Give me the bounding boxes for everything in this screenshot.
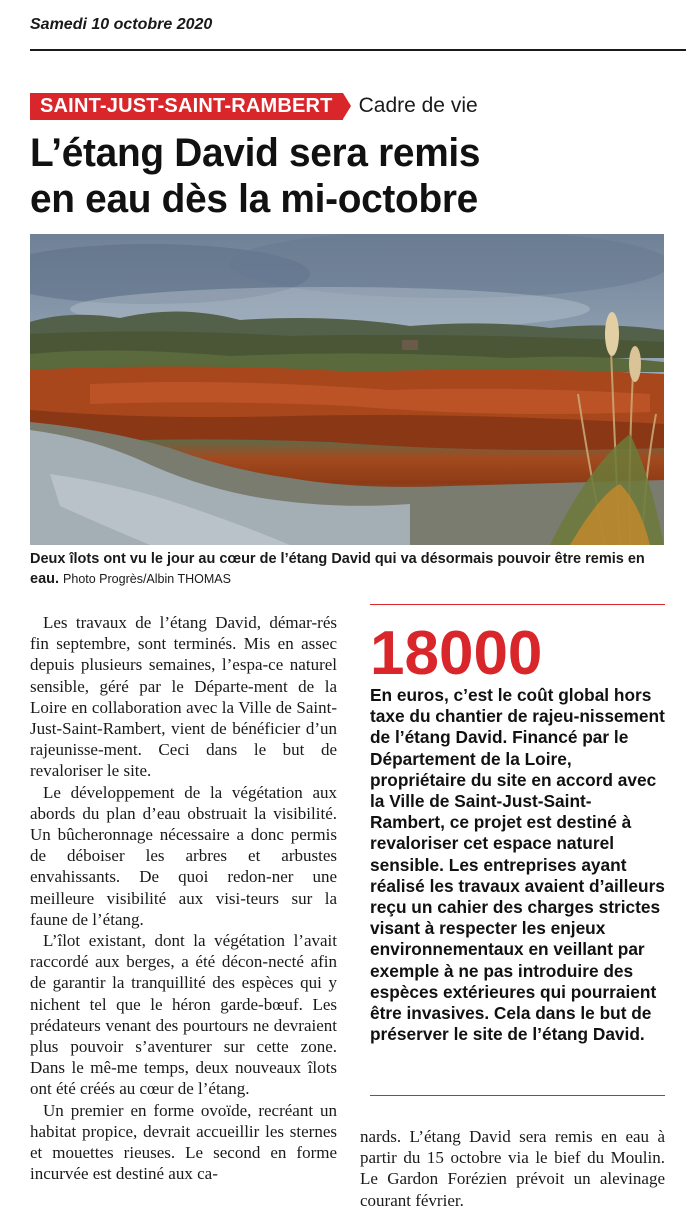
body-paragraph-1: Les travaux de l’étang David, démar-rés fin septembre, sont terminés. Mis en assec depuis plusieurs semaines, l’espa-ce naturel sensible, géré par le Départe-ment de la Loire en collaboration avec la Ville de Saint-Just-Saint-Rambert, vient de bénéficier d’un rajeunisse-ment. Ceci dans le but de revaloriser le site. — [30, 613, 337, 781]
photo-credit: Photo Progrès/Albin THOMAS — [63, 572, 231, 586]
section-label: Cadre de vie — [358, 94, 478, 117]
body-paragraph-2: Le développement de la végétation aux abords du plan d’eau obstruait la visibilité. Un bûcheronnage nécessaire a donc permis de déboiser les arbres et arbustes envahissants. De quoi redon-ner une meilleure visibilité aux visi-teurs sur la faune de l’étang. — [30, 782, 337, 929]
headline-line-2: en eau dès la mi-octobre — [30, 177, 478, 221]
issue-date: Samedi 10 octobre 2020 — [30, 16, 213, 33]
photo-caption — [30, 549, 664, 589]
locality-tag: SAINT-JUST-SAINT-RAMBERT — [30, 93, 343, 120]
body-column-left — [30, 612, 337, 1184]
headline-line-1: L’étang David sera remis — [30, 131, 481, 175]
article-photo — [30, 234, 664, 545]
caption-text: Deux îlots ont vu le jour au cœur de l’étang David qui va désormais pouvoir être remis en eau. — [30, 551, 645, 587]
pond-landscape-illustration — [30, 234, 664, 545]
factbox-bottom-rule — [370, 1095, 665, 1096]
header-rule — [30, 49, 686, 51]
body-column-right — [360, 1126, 665, 1211]
body-paragraph-4: Un premier en forme ovoïde, recréant un habitat propice, devrait accueillir les sternes et mouettes rieuses. Le second en forme incurvée est destiné aux ca- — [30, 1100, 337, 1184]
key-figure-box — [370, 604, 665, 1045]
kicker — [30, 91, 478, 121]
body-paragraph-3: L’îlot existant, dont la végétation l’avait raccordé aux berges, a été décon-necté afin de garantir la tranquillité des espèces qui y nichent tel que le héron garde-bœuf. Les prédateurs venant des pourtours ne devraient plus pouvoir s’aventurer sur cette zone. Dans le mê-me temps, deux nouveaux îlots ont été créés au cœur de l’étang. — [30, 931, 337, 1099]
locality-tag-arrow — [343, 93, 351, 119]
key-figure: 18000 — [370, 619, 543, 688]
factbox-top-rule — [370, 604, 665, 605]
body-continuation: nards. L’étang David sera remis en eau à partir du 15 octobre via le bief du Moulin. Le Gardon Forézien prévoit un alevinage courant février. — [360, 1127, 665, 1210]
key-figure-text: En euros, c’est le coût global hors taxe du chantier de rajeu-nissement de l’étang David. Financé par le Département de la Loire, propriétaire du site en accord avec la Ville de Saint-Just-Saint-Rambert, ce projet est destiné à revaloriser cet espace naturel sensible. Les entreprises ayant réalisé les travaux avaient d’ailleurs reçu un cahier des charges strictes visant à respecter les enjeux environnementaux en veillant par exemple à ne pas introduire des espèces extérieures qui pourraient être invasives. Cela dans le but de préserver le site de l’étang David. — [370, 685, 665, 1045]
headline — [30, 130, 651, 222]
